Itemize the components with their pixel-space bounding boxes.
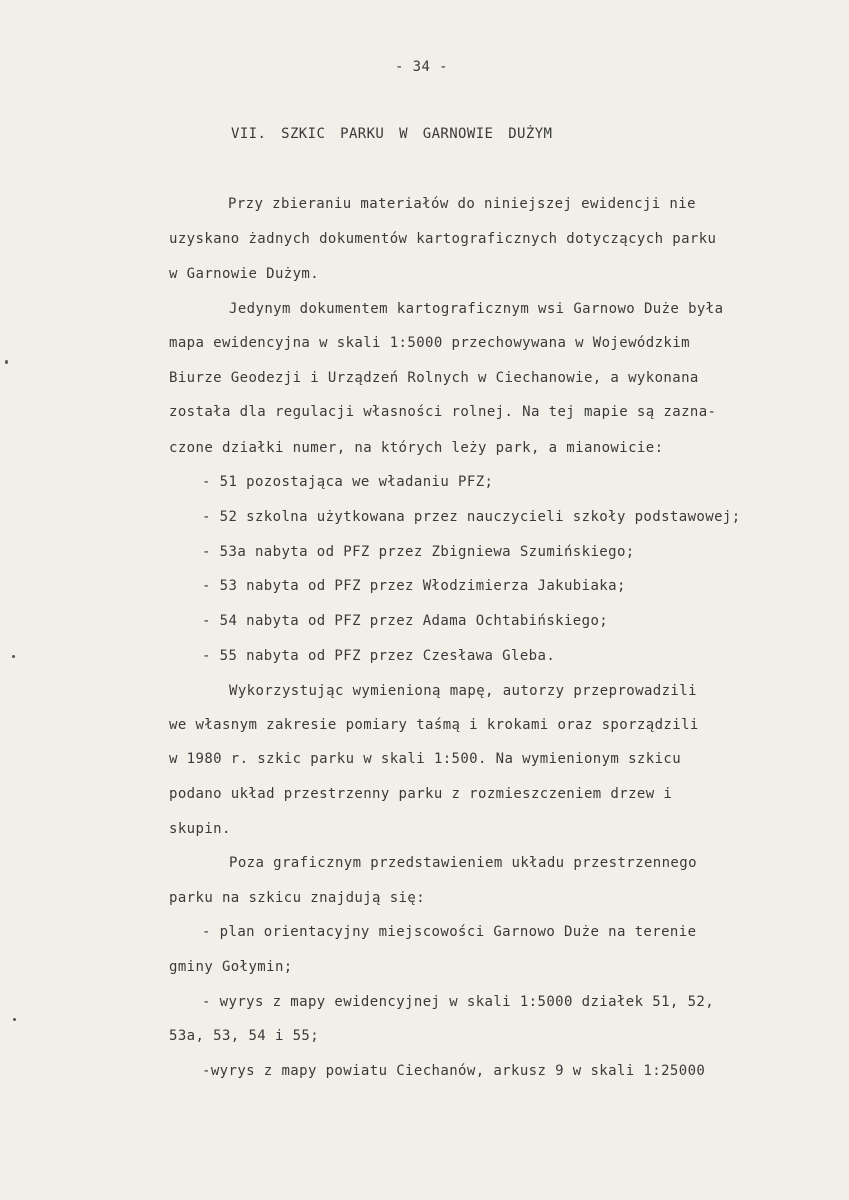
- paragraph-line: mapa ewidencyjna w skali 1:5000 przechowywana w Wojewódzkim: [169, 335, 690, 351]
- paragraph-line: Przy zbieraniu materiałów do niniejszej ewidencji nie: [228, 196, 696, 212]
- paragraph-line: parku na szkicu znajdują się:: [169, 890, 426, 906]
- parcel-list-item: - 54 nabyta od PFZ przez Adama Ochtabińskiego;: [202, 613, 609, 629]
- paragraph-line: w 1980 r. szkic parku w skali 1:500. Na wymienionym szkicu: [169, 751, 682, 767]
- paragraph-line: we własnym zakresie pomiary taśmą i krokami oraz sporządzili: [169, 717, 699, 733]
- parcel-list-item: - 53a nabyta od PFZ przez Zbigniewa Szumińskiego;: [202, 544, 635, 560]
- sketch-list-item-continuation: gminy Gołymin;: [169, 959, 293, 975]
- parcel-list-item: - 52 szkolna użytkowana przez nauczycieli szkoły podstawowej;: [202, 509, 741, 525]
- paragraph-line: Wykorzystując wymienioną mapę, autorzy przeprowadzili: [229, 683, 697, 699]
- sketch-list-item: - plan orientacyjny miejscowości Garnowo Duże na terenie: [202, 924, 697, 940]
- paragraph-line: podano układ przestrzenny parku z rozmieszczeniem drzew i: [169, 786, 673, 802]
- paragraph-line: skupin.: [169, 821, 231, 837]
- section-heading: VII. SZKIC PARKU W GARNOWIE DUŻYM: [231, 126, 553, 142]
- sketch-list-item-continuation: 53a, 53, 54 i 55;: [169, 1028, 320, 1044]
- paragraph-line: została dla regulacji własności rolnej. Na tej mapie są zazna-: [169, 404, 717, 420]
- paragraph-line: Poza graficznym przedstawieniem układu przestrzennego: [229, 855, 697, 871]
- paragraph-line: w Garnowie Dużym.: [169, 266, 320, 282]
- paragraph-line: Biurze Geodezji i Urządzeń Rolnych w Ciechanowie, a wykonana: [169, 370, 699, 386]
- sketch-list-item: - wyrys z mapy ewidencyjnej w skali 1:5000 działek 51, 52,: [202, 994, 715, 1010]
- parcel-list-item: - 51 pozostająca we władaniu PFZ;: [202, 474, 494, 490]
- parcel-list-item: - 53 nabyta od PFZ przez Włodzimierza Jakubiaka;: [202, 578, 626, 594]
- margin-speck: [5, 360, 8, 364]
- paragraph-line: Jedynym dokumentem kartograficznym wsi Garnowo Duże była: [229, 301, 724, 317]
- page-number: - 34 -: [395, 59, 448, 75]
- sketch-list-item: -wyrys z mapy powiatu Ciechanów, arkusz 9 w skali 1:25000: [202, 1063, 706, 1079]
- paragraph-line: czone działki numer, na których leży park, a mianowicie:: [169, 440, 664, 456]
- margin-speck: [12, 655, 15, 658]
- margin-speck: [13, 1018, 16, 1021]
- parcel-list-item: - 55 nabyta od PFZ przez Czesława Gleba.: [202, 648, 556, 664]
- paragraph-line: uzyskano żadnych dokumentów kartograficznych dotyczących parku: [169, 231, 717, 247]
